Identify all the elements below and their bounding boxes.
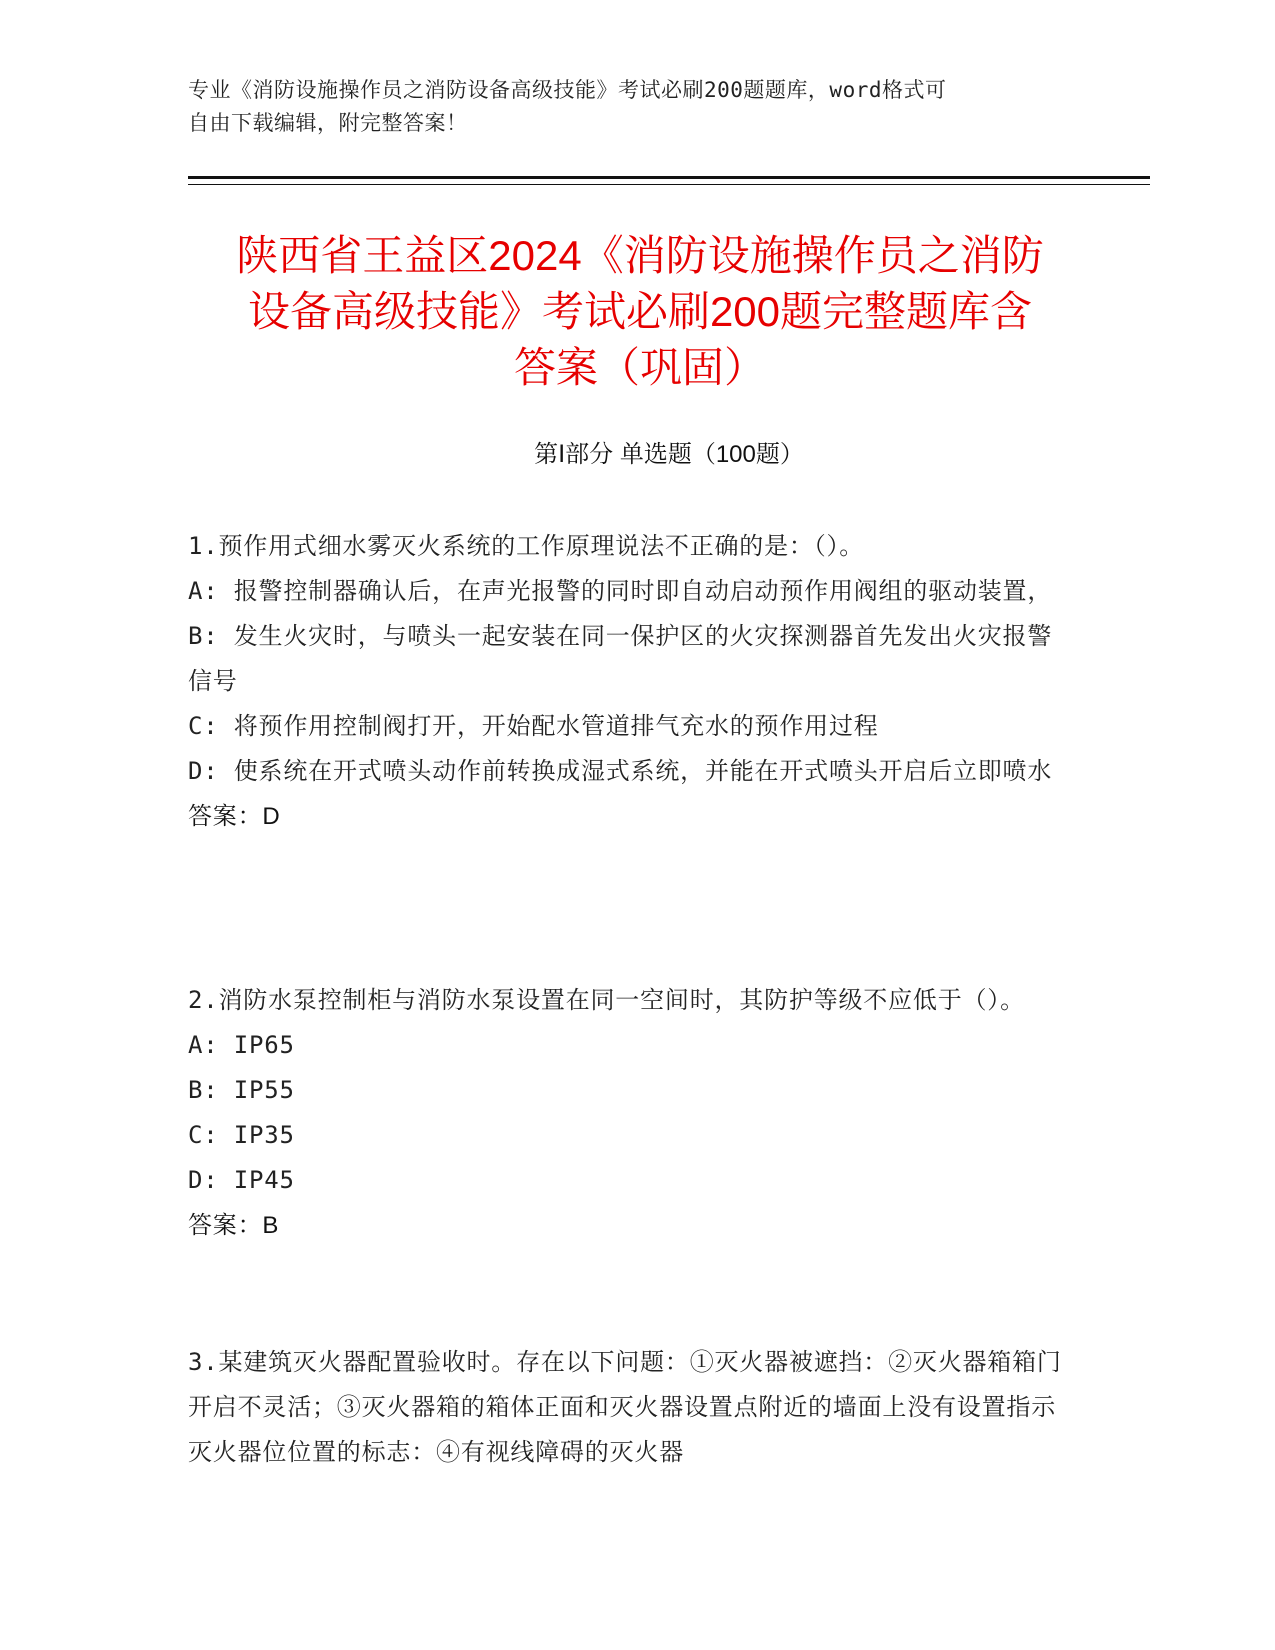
question-block — [188, 1340, 1068, 1475]
question-stem: 2.消防水泵控制柜与消防水泵设置在同一空间时，其防护等级不应低于（）。 — [188, 986, 1025, 1014]
section-heading: 第Ⅰ部分 单选题（100题） — [534, 441, 804, 468]
document-title — [190, 228, 1090, 396]
question-block — [188, 978, 1068, 1248]
header-note — [188, 74, 1068, 140]
title-line-2: 设备高级技能》考试必刷200题完整题库含 — [247, 288, 1033, 335]
option-c: C: IP35 — [188, 1121, 295, 1149]
option-a: A: IP65 — [188, 1031, 295, 1059]
header-rule-thick — [188, 176, 1150, 179]
question-block — [188, 524, 1068, 839]
answer-line: 答案：B — [188, 1212, 280, 1239]
question-stem: 3.某建筑灭火器配置验收时。存在以下问题：①灭火器被遮挡：②灭火器箱箱门开启不灵活；③灭火器箱的箱体正面和灭火器设置点附近的墙面上没有设置指示灭火器位位置的标志：④有视线障碍的灭火器 — [188, 1348, 1062, 1466]
header-rule-thin — [188, 184, 1150, 185]
question-stem: 1.预作用式细水雾灭火系统的工作原理说法不正确的是：（）。 — [188, 532, 865, 560]
option-d: D: 使系统在开式喷头动作前转换成湿式系统，并能在开式喷头开启后立即喷水 — [188, 757, 1053, 785]
answer-line: 答案：D — [188, 803, 281, 830]
title-line-3: 答案（巩固） — [513, 344, 766, 391]
option-b: B: IP55 — [188, 1076, 295, 1104]
option-c: C: 将预作用控制阀打开，开始配水管道排气充水的预作用过程 — [188, 712, 879, 740]
option-a: A: 报警控制器确认后，在声光报警的同时即自动启动预作用阀组的驱动装置， — [188, 577, 1053, 605]
title-line-1: 陕西省王益区2024《消防设施操作员之消防 — [236, 232, 1044, 279]
header-note-line-1: 专业《消防设施操作员之消防设备高级技能》考试必刷200题题库，word格式可 — [188, 78, 947, 102]
header-note-line-2: 自由下载编辑，附完整答案！ — [188, 111, 468, 135]
option-d: D: IP45 — [188, 1166, 295, 1194]
option-b: B: 发生火灾时，与喷头一起安装在同一保护区的火灾探测器首先发出火灾报警信号 — [188, 622, 1053, 695]
